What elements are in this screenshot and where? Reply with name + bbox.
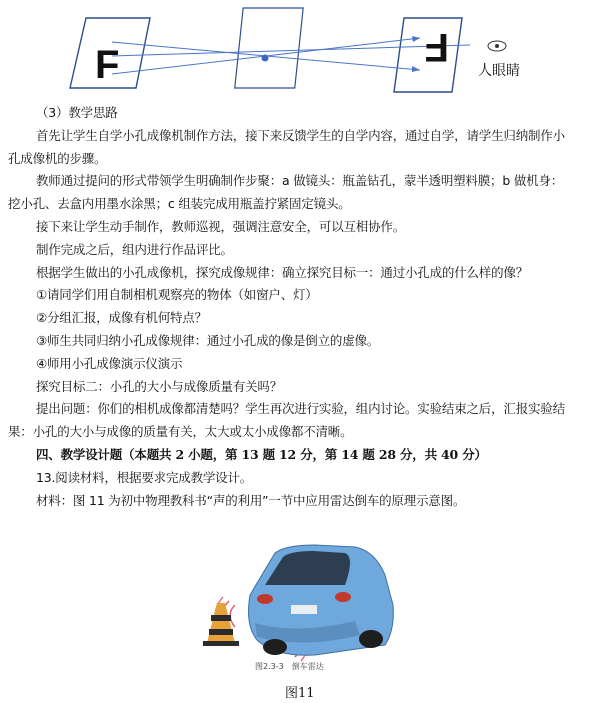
cone-base — [203, 641, 239, 646]
paragraph-line: 提出问题：你们的相机成像都清楚吗？学生再次进行实验，组内讨论。实验结束之后，汇报实验结 — [36, 401, 565, 417]
car-wheel — [359, 630, 383, 648]
paragraph-line: 果：小孔的大小与成像的质量有关，太大或太小成像都不清晰。 — [8, 424, 353, 440]
ray-arrowhead — [412, 66, 420, 72]
eye-pupil-icon — [495, 44, 499, 48]
parking-radar-figure — [195, 535, 400, 680]
car-wheel — [263, 639, 287, 655]
paragraph-line: 13.阅读材料，根据要求完成教学设计。 — [36, 469, 253, 485]
paragraph-line: ④师用小孔成像演示仪演示 — [36, 355, 183, 371]
pinhole-diagram-svg — [0, 0, 598, 100]
object-letter: F — [95, 43, 120, 87]
paragraph-line: ②分组汇报，成像有机何特点？ — [36, 310, 207, 326]
license-plate — [291, 605, 317, 614]
paragraph-line: 首先让学生自学小孔成像机制作方法，接下来反馈学生的自学内容，通过自学，请学生归纳制作小 — [36, 127, 565, 143]
car-taillight — [335, 592, 351, 602]
traffic-cone — [207, 603, 235, 643]
paragraph-line: ③师生共同归纳小孔成像规律：通过小孔成的像是倒立的虚像。 — [36, 332, 380, 348]
figure-caption: 图11 — [285, 686, 315, 701]
figure-inner-caption: 图2.3-3 倒车雷达 — [255, 662, 324, 671]
cone-stripe — [209, 629, 233, 635]
eye-label: 人眼睛 — [478, 63, 520, 79]
image-letter: F — [424, 25, 449, 69]
paragraph-line: 制作完成之后，组内进行作品评比。 — [36, 241, 233, 257]
pinhole-diagram — [0, 0, 598, 100]
paragraph-line: 根据学生做出的小孔成像机，探究成像规律：确立探究目标一：通过小孔成的什么样的像？ — [36, 264, 529, 280]
ray-arrowhead — [412, 36, 420, 42]
paragraph-line: 孔成像机的步骤。 — [8, 150, 107, 166]
pinhole-dot — [262, 55, 269, 62]
cone-stripe — [211, 615, 231, 621]
paragraph-line: 探究目标二：小孔的大小与成像质量有关吗？ — [36, 378, 283, 394]
paragraph-line: 教师通过提问的形式带领学生明确制作步聚：a 做镜头：瓶盖钻孔，蒙半透明塑料膜；b 做机身： — [36, 173, 564, 189]
document-body — [8, 102, 593, 512]
paragraph-line: 接下来让学生动手制作，教师巡视，强调注意安全，可以互相协作。 — [36, 218, 406, 234]
section-heading: 四、教学设计题（本题共 2 小题，第 13 题 12 分，第 14 题 28 分，共 40 分） — [36, 446, 487, 462]
car-taillight — [257, 594, 273, 604]
paragraph-line: （3）教学思路 — [36, 105, 118, 120]
paragraph-line: 材料：图 11 为初中物理教科书“声的利用”一节中应用雷达倒车的原理示意图。 — [36, 492, 466, 508]
paragraph-line: ①请同学们用自制相机观察亮的物体（如窗户、灯） — [36, 287, 318, 303]
parking-radar-illustration — [195, 535, 400, 680]
paragraph-line: 挖小孔、去盒内用墨水涂黑；c 组装完成用瓶盖拧紧固定镜头。 — [8, 196, 351, 212]
pinhole-plane — [235, 8, 303, 88]
